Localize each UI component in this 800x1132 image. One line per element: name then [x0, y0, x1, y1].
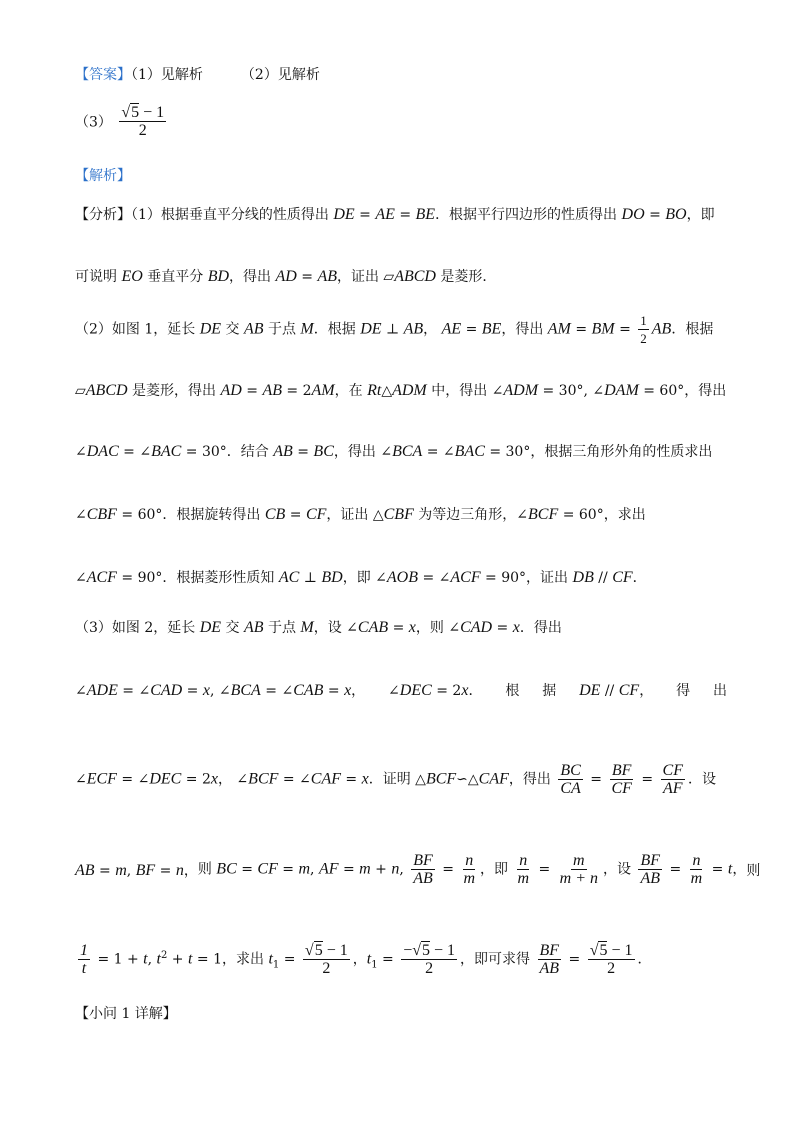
analysis-label: 【解析】: [75, 168, 131, 184]
q1-label: 【小问 1 详解】: [75, 1006, 177, 1022]
fenxi-p2b: ▱ABCD 是菱形，得出 AD = AB = 2AM，在 Rt△ADM 中，得出 ∠ADM = 30°, ∠DAM = 60°，得出: [75, 382, 727, 399]
answer-part1: （1）见解析: [131, 67, 203, 83]
fenxi-p2d: ∠CBF = 60°．根据旋转得出 CB = CF，证出 △CBF 为等边三角形，∠BCF = 60°，求出: [75, 506, 646, 523]
answer-part3-prefix: （3）: [75, 114, 112, 131]
fenxi-p3a: （3）如图 2，延长 DE 交 AB 于点 M，设 ∠CAB = x，则 ∠CAD = x．得出: [75, 619, 562, 636]
fenxi-p2a: （2）如图 1，延长 DE 交 AB 于点 M．根据 DE ⊥ AB， AE = BE，得出 AM = BM = $\frac{1}{2}$ AB．根据: [75, 313, 714, 346]
fenxi-p3c: ∠ECF = ∠DEC = 2x， ∠BCF = ∠CAF = x．证明 △BCF∽△CAF，得出 $\frac{BC}{CA}$ = $\frac{BF}{CF}$ = $\frac{CF}{AF}$ ．设: [75, 762, 716, 797]
fenxi-p2e: ∠ACF = 90°．根据菱形性质知 AC ⊥ BD，即 ∠AOB = ∠ACF = 90°，证出 DB // CF．: [75, 569, 647, 586]
answer-label: 【答案】: [75, 67, 131, 83]
fenxi-p3e: $\frac{1}{t}$ = 1 + t, $t^2 + t = 1$，求出 $t_1$ = $\frac{√5 - 1}{2}$ ，$t_1$ = $\frac{-√5 - 1}{2}$ ，即可求得 $\frac{BF}{AB}$ = $\frac{√5 - 1}{2}$ ．: [80, 942, 652, 977]
fenxi-p1: 【分析】（1）根据垂直平分线的性质得出 DE = AE = BE．根据平行四边形的性质得出 DO = BO，即: [75, 206, 715, 223]
fenxi-p3b: ∠ADE = ∠CAD = x, ∠BCA = ∠CAB = x， ∠DEC = 2x． 根 据 DE // CF， 得 出: [75, 682, 727, 699]
answer-part2: （2）见解析: [240, 67, 320, 83]
fenxi-p3d: AB = m, BF = n， 则 BC = CF = m, AF = m + n, $\frac{BF}{AB}$ = $\frac{n}{m}$ ， 即 $\frac{n}{m}$ = $\frac{m}{m + n}$ ， 设 $\frac{BF}{AB}$ = $\frac{n}{m}$ = t， 则: [75, 852, 761, 887]
fenxi-p1b: 可说明 EO 垂直平分 BD，得出 AD = AB，证出 ▱ABCD 是菱形．: [75, 268, 497, 285]
fenxi-p2c: ∠DAC = ∠BAC = 30°．结合 AB = BC，得出 ∠BCA = ∠BAC = 30°，根据三角形外角的性质求出: [75, 443, 713, 460]
answer-part3: [75, 104, 169, 139]
answer-line: [75, 64, 320, 84]
answer-part3-fraction: $\frac{√5 - 1}{2}$: [121, 104, 165, 139]
